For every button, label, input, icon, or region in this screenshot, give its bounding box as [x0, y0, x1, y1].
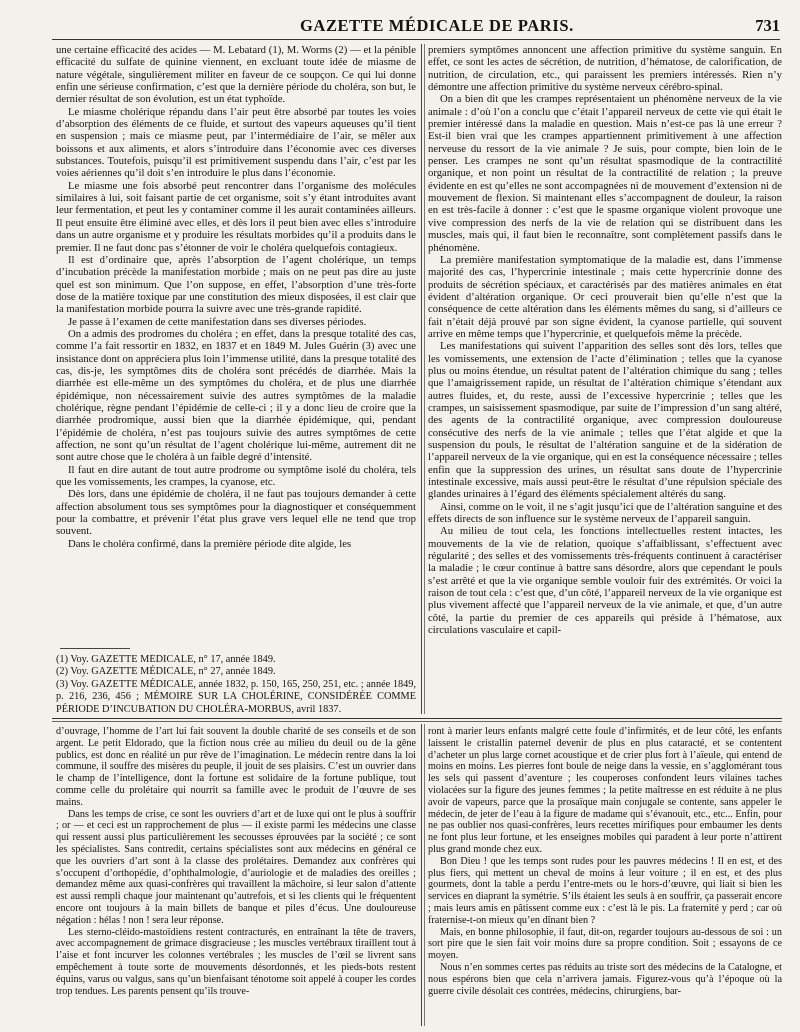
paragraph: Dans le choléra confirmé, dans la première période dite algide, les [68, 537, 352, 550]
paragraph: Nous n’en sommes certes pas réduits au triste sort des médecins de la Catalogne, et nous espérons bien que cela n’arrivera jamais. Figurez-vous qu’à l’époque où la guerre civile désolait ces contrées, médecins, chirurgiens, bar- [428, 961, 782, 997]
footnotes [56, 654, 416, 714]
paragraph: ront à marier leurs enfants malgré cette foule d’infirmités, et de leur côté, les enfants laissent le cristallin paternel devenir de plus en plus cataracté, et se contentent d’acheter un plus large cornet acoustique et de crier plus fort à l’aïeule, qui entend de moins en moins. Les pierres font boule de neige dans la vessie, en s’agglomérant tous les sels qui passent d’aventure ; les couperoses confondent leurs vilaines taches violacées sur la figure des jeunes femmes ; la petite maîtresse en est réduite à ne plus avoir de vapeurs, parce que la prosaïque main conjugale se contente, sans appeler le médecin, de jeter de l’eau à la figure de madame qui s’évanouit, etc., etc... Enfin, pour ne pas oublier nos quasi-confrères, leurs recettes mirifiques pour embaumer les dents ne font plus leur fortune, et les enseignes mobiles qui paradent à leur porte n’attirent plus grand monde chez eux. [428, 726, 782, 855]
paragraph: d’ouvrage, l’homme de l’art lui fait souvent la double charité de ses conseils et de son argent. Le petit Eldorado, que la fiction nous crée au milieu du deuil ou de la gêne publics, est donc en réalité un pur rêve de l’imagination. Le médecin rentre dans la loi commune, il souffre des misères du peuple, il jouit de ses plaisirs. C’est un ouvrier dans le champ de l’intelligence, dont la fortune est solidaire de la fortune publique, tout comme celle du prolétaire qui nourrit sa famille avec le produit de l’œuvre de ses mains. [56, 726, 416, 808]
footnote: (3) Voy. GAZETTE MÉDICALE, année 1832, p. 150, 165, 250, 251, etc. ; année 1849, p. 216, 236, 456 ; MÉMOIRE SUR LA CHOLÉRINE, CONSIDÉRÉE COMME PÉRIODE D’INCUBATION DU CHOLÉRA-MORBUS, avril 1837. [56, 678, 416, 714]
paragraph: La première manifestation symptomatique de la maladie est, dans l’immense majorité des cas, l’hypercrinie intestinale ; mais cette hypercrinie donne des produits de sécrétion spéciaux, et caractérisés par des matières animales en état évident d’altération organique. Or ceci prouverait bien qu’elle n’est que la conséquence de cette altération dans les éléments mêmes du sang, si d’ailleurs ce fait n’était déjà prouvé par son signe évident, la cyanose partielle, qui souvent arrive en même temps que l’hypercrinie, et quelquefois même la précède. [428, 253, 782, 340]
footnote-rule [60, 648, 130, 649]
paragraph: Je passe à l’examen de cette manifestation dans ses diverses périodes. [68, 315, 367, 328]
paragraph: Au milieu de tout cela, les fonctions intellectuelles restent intactes, les mouvements de la vie de relation, quoique s’affaiblissant, s’effectuent avec régularité ; des selles et des vomissements très-fréquents continuent à caractériser la maladie ; le cœur continue à battre sans désordre, alors que cependant le pouls s’est arrêté et que la vie organique semble vouloir fuir des extrémités. Or voici la raison de tout cela : c’est que, d’un côté, l’appareil nerveux de la vie organique est plus vivement affecté que l’appareil nerveux de la vie animale, et que, d’un autre côté, la partie du premier de ces appareils qui préside à l’hématose, aux circulations vasculaire et capil- [428, 525, 782, 637]
paragraph: Mais, en bonne philosophie, il faut, dit-on, regarder toujours au-dessous de soi : un sort pire que le sien fait voir moins dure sa propre condition. Soit ; essayons de ce moyen. [428, 926, 782, 962]
paragraph: Ainsi, comme on le voit, il ne s’agit jusqu’ici que de l’altération sanguine et des effets directs de son influence sur le système nerveux de l’appareil sanguin. [428, 500, 782, 526]
footnote: (1) Voy. GAZETTE MÉDICALE, n° 17, année 1849. [56, 654, 276, 665]
paragraph: Les manifestations qui suivent l’apparition des selles sont dès lors, telles que les vomissements, une extension de l’acte d’élimination ; telles que la cyanose plus ou moins étendue, un résultat patent de l’altération chimique du sang ; telles que l’amaigrissement rapide, un résultat de l’altération chimique s’étendant aux autres fluides, et, du reste, aussi de l’excessive hypercrinie ; telles que les crampes, un saisissement spasmodique, par suite de l’impression d’un sang altéré, des agents de la contractilité organique, avec compression douloureuse consécutive des nerfs de la vie animale ; telles que l’état algide et que la suspension du pouls, le résultat de l’altération sanguine et de la sidération de l’appareil nerveux de la vie organique, qui en est la conséquence nécessaire ; telles enfin que la suppression des urines, un résultat sans doute de l’hypercrinie intestinale excessive, mais aussi peut-être le résultat d’une répulsion spéciale des glandes urinaires à l’égard des éléments spécialement altérés du sang. [428, 340, 782, 501]
header-rule [52, 39, 780, 40]
column-rule [424, 724, 425, 1026]
paragraph: Dans les temps de crise, ce sont les ouvriers d’art et de luxe qui ont le plus à souffrir ; or — et ceci est un rapprochement de plus — il existe parmi les médecins une classe qui ressent aussi plus particulièrement les secousses éprouvées par la société ; ce sont les spécialistes. Sans contredit, certains spécialistes sont aux médecins en général ce que les ouvriers d’art sont à la classe des prolétaires. Demandez aux confrères qui s’occupent d’orthopédie, d’ophthalmologie, d’auriologie et de maladies des oreilles ; demandez même aux quasi-confrères qui travaillent la mâchoire, si leur salon d’attente est aussi rempli chaque jour maintenant qu’autrefois, et si les clients qui le fréquentent encore ont toujours à la main billets de banque et piles d’écus. Une douloureuse négation : hélas ! non ! sera leur réponse. [56, 808, 416, 926]
section-rule [52, 718, 782, 719]
running-title: GAZETTE MÉDICALE DE PARIS. [300, 16, 574, 35]
paragraph: Le miasme cholérique répandu dans l’air peut être absorbé par toutes les voies d’absorption des éléments de ce fluide, et surtout des vapeurs aqueuses qu’il tient en suspension ; mais ce miasme peut, par l’intermédiaire de l’air, se mêler aux boissons et aux aliments, et alors s’introduire dans l’économie avec ces diverses substances. Toutefois, puisqu’il est primitivement suspendu dans l’air, c’est par les voies aériennes qu’il doit s’en introduire le plus dans l’économie. [56, 105, 416, 180]
top-left-column [56, 44, 416, 644]
paragraph: Dès lors, dans une épidémie de choléra, il ne faut pas toujours demander à cette affection absolument tous ses symptômes pour la diagnostiquer et conséquemment pour la combattre, et prévenir l’état plus grave vers lequel elle ne tend que trop souvent. [56, 488, 416, 538]
paragraph: Il faut en dire autant de tout autre prodrome ou symptôme isolé du choléra, tels que les vomissements, les crampes, la cyanose, etc. [56, 463, 416, 489]
feuilleton-right-column [428, 726, 782, 1026]
column-rule [421, 44, 422, 714]
top-right-column [428, 44, 782, 712]
page-number: 731 [755, 16, 780, 35]
paragraph: On a admis des prodromes du choléra ; en effet, dans la presque totalité des cas, comme l’a fait ressortir en 1832, en 1837 et en 1849 M. Jules Guérin (3) avec une insistance dont on appréciera plus loin l’immense utilité, dans la presque totalité des cas, dis-je, les symptômes dits de choléra sont précédés de diarrhée. Mais la diarrhée est elle-même un des symptômes du choléra, et de plus une diarrhée épidémique, non nécessairement suivie des autres symptômes de la maladie cholérique, règne pendant l’épidémie de celle-ci ; il y a donc lieu de croire que la diarrhée prodromique, aussi bien que la diarrhée épidémique, qui, pendant l’épidémie de choléra, n’est pas toujours suivie des autres symptômes de cette affection, ne sont qu’un résultat de l’agent cholérique lui-même, autrement dit ne sont autre chose que le choléra à un faible degré d’intensité. [56, 327, 416, 464]
feuilleton-left-column [56, 726, 416, 1026]
column-rule [424, 44, 425, 714]
paragraph: Il est d’ordinaire que, après l’absorption de l’agent cholérique, un temps d’incubation précède la manifestation morbide ; mais on ne peut pas dire au juste quel est son minimum. Que l’on suppose, en effet, l’absorption d’une très-forte dose de la matière toxique par une constitution des mieux disposées, il est clair que la manifestation morbide pourra la suivre avec une très-grande rapidité. [56, 253, 416, 316]
paragraph: Bon Dieu ! que les temps sont rudes pour les pauvres médecins ! Il en est, et des plus fiers, qui mettent un cheval de moins à leur voiture ; il en est, et des plus gourmets, dont la table a perdu l’entre-mets ou le hors-d’œuvre, qui liait si bien les services en diaprant la symétrie. S’ils étaient les seuls à en souffrir, ça passerait encore ; mais leurs amis en pâtissent comme eux : c’est là le pis. La fraternité y perd ; car où fraternise-t-on mieux qu’en dînant bien ? [428, 855, 782, 926]
paragraph: On a bien dit que les crampes représentaient un phénomène nerveux de la vie animale : d’où l’on a conclu que c’était l’appareil nerveux de cette vie qui était le premier intéressé dans la maladie en question. Mais n’est-ce pas là une erreur ? Est-il bien vrai que les crampes appartiennent primitivement à une affection nerveuse du ressort de la vie animale ? Je suis, pour compte, bien loin de le penser. Les crampes ne sont qu’un résultat spasmodique de la contractilité organique, et non point un résultat de la contractilité de relation ; la preuve évidente en est qu’elles ne sont accompagnées ni de mouvement d’extension ni de mouvement de flexion. Si maintenant elles s’accompagnent de douleur, la raison en est très-facile à donner : c’est que le spasme organique violent provoque une vive compression des nerfs de la vie de relation qui se distribuent dans les muscles, mais qui, il faut bien le reconnaître, sont complètement passifs dans le phénomène. [428, 93, 782, 254]
paragraph: Le miasme une fois absorbé peut rencontrer dans l’organisme des molécules similaires à lui, soit faisant partie de cet organisme, soit s’y étant introduites avant leur fermentation, et peut les y contaminer comme il les aurait contaminées ailleurs. Il peut ensuite être éliminé avec elles, et dès lors il peut bien avec elles s’introduire dans un autre organisme et y produire les résultats morbides qu’il a produits dans le premier. Il ne faut donc pas s’étonner de voir le choléra quelquefois contagieux. [56, 179, 416, 254]
page-header [300, 16, 780, 38]
section-rule [52, 721, 782, 722]
paragraph: une certaine efficacité des acides — M. Lebatard (1), M. Worms (2) — et la pénible efficacité du sulfate de quinine viennent, en excluant toute idée de miasme de nature végétale, singulièrement militer en faveur de ce soupçon. Ce qui lui donne enfin une sérieuse confirmation, c’est que la dernière période du choléra, son but, le dernier résultat de son évolution, est un état typhoïde. [56, 44, 416, 106]
paragraph: Les sterno-cléido-mastoïdiens restent contracturés, en entraînant la tête de travers, avec accompagnement de grimace disgracieuse ; les muscles vertébraux tiraillent tout à l’aise et font incurver les colonnes vertébrales ; les muscles de l’œil se livrent sans empêchement à toute sorte de mouvements désordonnés, et les pieds-bots restent équins, varus ou valgus, sans qu’un bienfaisant ténotome soit appelé à couper les cordes trop tendues. Les parents pensent qu’ils trouve- [56, 926, 416, 997]
footnote: (2) Voy. GAZETTE MÉDICALE, n° 27, année 1849. [56, 666, 276, 678]
paragraph: premiers symptômes annoncent une affection primitive du système sanguin. En effet, ce sont les actes de sécrétion, de nutrition, d’hématose, de calorification, de nutrition, de circulation, etc., qui paraissent les premiers intéressés. Rien n’y démontre une affection primitive du système nerveux cérébro-spinal. [428, 44, 782, 94]
column-rule [421, 724, 422, 1026]
